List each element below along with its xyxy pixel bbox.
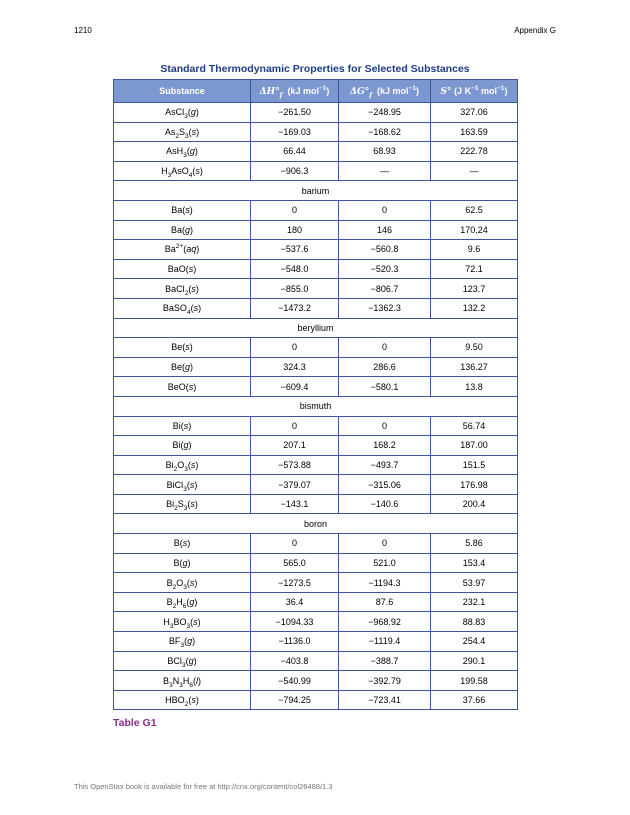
substance-cell: $B_2H_6(g)$ — [114, 592, 251, 612]
enthalpy-cell: −548.0 — [251, 259, 339, 279]
table-row — [114, 259, 518, 279]
enthalpy-cell: 180 — [251, 220, 339, 240]
table-row — [114, 357, 518, 377]
enthalpy-cell: −403.8 — [251, 651, 339, 671]
table-row — [114, 298, 518, 318]
table-row — [114, 475, 518, 495]
group-header-row — [114, 318, 518, 338]
entropy-cell: 200.4 — [431, 494, 518, 514]
enthalpy-cell: −906.3 — [251, 161, 339, 181]
gibbs-energy-cell: −580.1 — [339, 377, 431, 397]
gibbs-energy-cell: 286.6 — [339, 357, 431, 377]
table-row — [114, 494, 518, 514]
gibbs-energy-cell: −248.95 — [339, 103, 431, 123]
entropy-cell: 62.5 — [431, 200, 518, 220]
enthalpy-cell: −573.88 — [251, 455, 339, 475]
entropy-cell: 88.83 — [431, 612, 518, 632]
entropy-cell: 56.74 — [431, 416, 518, 436]
substance-cell: $H_3AsO_4(s)$ — [114, 161, 251, 181]
substance-cell: B(s) — [114, 534, 251, 554]
gibbs-energy-cell: 0 — [339, 200, 431, 220]
gibbs-energy-cell: −315.06 — [339, 475, 431, 495]
entropy-cell: 163.59 — [431, 122, 518, 142]
header-substance: Substance — [114, 80, 251, 103]
enthalpy-cell: −794.25 — [251, 690, 339, 710]
substance-cell: AsCl$_3$(g) — [114, 103, 251, 123]
table-row — [114, 240, 518, 260]
substance-cell: BaCl$_2$(s) — [114, 279, 251, 299]
substance-cell: B(g) — [114, 553, 251, 573]
header-gibbs-energy: $\Delta G^\circ_f$ (kJ mol$^{-1}$) — [339, 80, 431, 103]
table-row — [114, 377, 518, 397]
page-number: 1210 — [74, 26, 92, 35]
table-row — [114, 671, 518, 691]
gibbs-energy-cell: −140.6 — [339, 494, 431, 514]
group-label: beryllium — [114, 318, 518, 338]
entropy-cell: 136.27 — [431, 357, 518, 377]
entropy-cell: 53.97 — [431, 573, 518, 593]
enthalpy-cell: −169.03 — [251, 122, 339, 142]
group-header-row — [114, 181, 518, 201]
entropy-cell: 9.6 — [431, 240, 518, 260]
enthalpy-cell: 66.44 — [251, 142, 339, 162]
gibbs-energy-cell: 146 — [339, 220, 431, 240]
page-footer: This OpenStax book is available for free at http://cnx.org/content/col26488/1.3 — [74, 782, 333, 791]
table-row — [114, 338, 518, 358]
enthalpy-cell: −1094.33 — [251, 612, 339, 632]
enthalpy-cell: −537.6 — [251, 240, 339, 260]
enthalpy-cell: −1473.2 — [251, 298, 339, 318]
enthalpy-cell: 36.4 — [251, 592, 339, 612]
header-enthalpy: $\Delta H^\circ_f$ (kJ mol$^{-1}$) — [251, 80, 339, 103]
table-row — [114, 142, 518, 162]
entropy-cell: 199.58 — [431, 671, 518, 691]
substance-cell: BiCl$_3$(s) — [114, 475, 251, 495]
entropy-cell: 170.24 — [431, 220, 518, 240]
substance-cell: Be(g) — [114, 357, 251, 377]
gibbs-energy-cell: −388.7 — [339, 651, 431, 671]
table-row — [114, 103, 518, 123]
table-row — [114, 690, 518, 710]
entropy-cell: 290.1 — [431, 651, 518, 671]
entropy-cell: 222.78 — [431, 142, 518, 162]
group-label: barium — [114, 181, 518, 201]
table-body — [114, 103, 518, 710]
enthalpy-cell: 324.3 — [251, 357, 339, 377]
entropy-cell: 254.4 — [431, 632, 518, 652]
gibbs-energy-cell: — — [339, 161, 431, 181]
enthalpy-cell: 0 — [251, 338, 339, 358]
thermodynamic-properties-table — [113, 79, 518, 710]
gibbs-energy-cell: −1194.3 — [339, 573, 431, 593]
entropy-cell: — — [431, 161, 518, 181]
group-header-row — [114, 514, 518, 534]
gibbs-energy-cell: 168.2 — [339, 436, 431, 456]
entropy-cell: 9.50 — [431, 338, 518, 358]
table-row — [114, 573, 518, 593]
substance-cell: $Bi_2O_3(s)$ — [114, 455, 251, 475]
enthalpy-cell: −855.0 — [251, 279, 339, 299]
table-row — [114, 122, 518, 142]
gibbs-energy-cell: 87.6 — [339, 592, 431, 612]
table-row — [114, 651, 518, 671]
substance-cell: BeO(s) — [114, 377, 251, 397]
table-row — [114, 161, 518, 181]
enthalpy-cell: −1136.0 — [251, 632, 339, 652]
table-row — [114, 534, 518, 554]
enthalpy-cell: −609.4 — [251, 377, 339, 397]
entropy-cell: 187.00 — [431, 436, 518, 456]
table-row — [114, 553, 518, 573]
substance-cell: Be(s) — [114, 338, 251, 358]
substance-cell: $As_2S_3(s)$ — [114, 122, 251, 142]
header-row — [114, 80, 518, 103]
table-row — [114, 436, 518, 456]
substance-cell: $H_3BO_3(s)$ — [114, 612, 251, 632]
substance-cell: BaO(s) — [114, 259, 251, 279]
entropy-cell: 72.1 — [431, 259, 518, 279]
enthalpy-cell: −143.1 — [251, 494, 339, 514]
enthalpy-cell: −1273.5 — [251, 573, 339, 593]
entropy-cell: 123.7 — [431, 279, 518, 299]
entropy-cell: 327.06 — [431, 103, 518, 123]
gibbs-energy-cell: −520.3 — [339, 259, 431, 279]
gibbs-energy-cell: 521.0 — [339, 553, 431, 573]
gibbs-energy-cell: −723.41 — [339, 690, 431, 710]
enthalpy-cell: 207.1 — [251, 436, 339, 456]
substance-cell: BCl$_3$(g) — [114, 651, 251, 671]
substance-cell: AsH$_3$(g) — [114, 142, 251, 162]
gibbs-energy-cell: 0 — [339, 416, 431, 436]
enthalpy-cell: 0 — [251, 534, 339, 554]
gibbs-energy-cell: −1119.4 — [339, 632, 431, 652]
gibbs-energy-cell: −1362.3 — [339, 298, 431, 318]
table-row — [114, 612, 518, 632]
gibbs-energy-cell: 68.93 — [339, 142, 431, 162]
gibbs-energy-cell: −493.7 — [339, 455, 431, 475]
entropy-cell: 176.98 — [431, 475, 518, 495]
group-label: boron — [114, 514, 518, 534]
entropy-cell: 37.66 — [431, 690, 518, 710]
substance-cell: Ba(g) — [114, 220, 251, 240]
substance-cell: BaSO$_4$(s) — [114, 298, 251, 318]
substance-cell: $HBO_2(s)$ — [114, 690, 251, 710]
substance-cell: Bi(g) — [114, 436, 251, 456]
entropy-cell: 232.1 — [431, 592, 518, 612]
enthalpy-cell: 0 — [251, 416, 339, 436]
substance-cell: $Bi_2S_3(s)$ — [114, 494, 251, 514]
enthalpy-cell: −379.07 — [251, 475, 339, 495]
gibbs-energy-cell: −806.7 — [339, 279, 431, 299]
table-row — [114, 416, 518, 436]
table-row — [114, 592, 518, 612]
table-caption: Table G1 — [113, 717, 157, 729]
enthalpy-cell: 565.0 — [251, 553, 339, 573]
group-header-row — [114, 396, 518, 416]
substance-cell: $BF_3(g)$ — [114, 632, 251, 652]
enthalpy-cell: −540.99 — [251, 671, 339, 691]
group-label: bismuth — [114, 396, 518, 416]
gibbs-energy-cell: 0 — [339, 338, 431, 358]
table-row — [114, 200, 518, 220]
entropy-cell: 132.2 — [431, 298, 518, 318]
enthalpy-cell: 0 — [251, 200, 339, 220]
table-row — [114, 455, 518, 475]
substance-cell: Ba(s) — [114, 200, 251, 220]
gibbs-energy-cell: −168.62 — [339, 122, 431, 142]
table-title: Standard Thermodynamic Properties for Selected Substances — [160, 63, 470, 75]
substance-cell: $B_3N_3H_6(l)$ — [114, 671, 251, 691]
enthalpy-cell: −261.50 — [251, 103, 339, 123]
gibbs-energy-cell: −392.79 — [339, 671, 431, 691]
substance-cell: $Ba^{2+}(aq)$ — [114, 240, 251, 260]
gibbs-energy-cell: −968.92 — [339, 612, 431, 632]
substance-cell: Bi(s) — [114, 416, 251, 436]
gibbs-energy-cell: 0 — [339, 534, 431, 554]
substance-cell: $B_2O_3(s)$ — [114, 573, 251, 593]
entropy-cell: 151.5 — [431, 455, 518, 475]
running-head: Appendix G — [514, 26, 556, 35]
table-row — [114, 279, 518, 299]
header-entropy: S° (J $K^{-1}$ mol$^{-1}$) — [431, 80, 518, 103]
gibbs-energy-cell: −560.8 — [339, 240, 431, 260]
table-row — [114, 632, 518, 652]
table-row — [114, 220, 518, 240]
entropy-cell: 5.86 — [431, 534, 518, 554]
entropy-cell: 153.4 — [431, 553, 518, 573]
entropy-cell: 13.8 — [431, 377, 518, 397]
